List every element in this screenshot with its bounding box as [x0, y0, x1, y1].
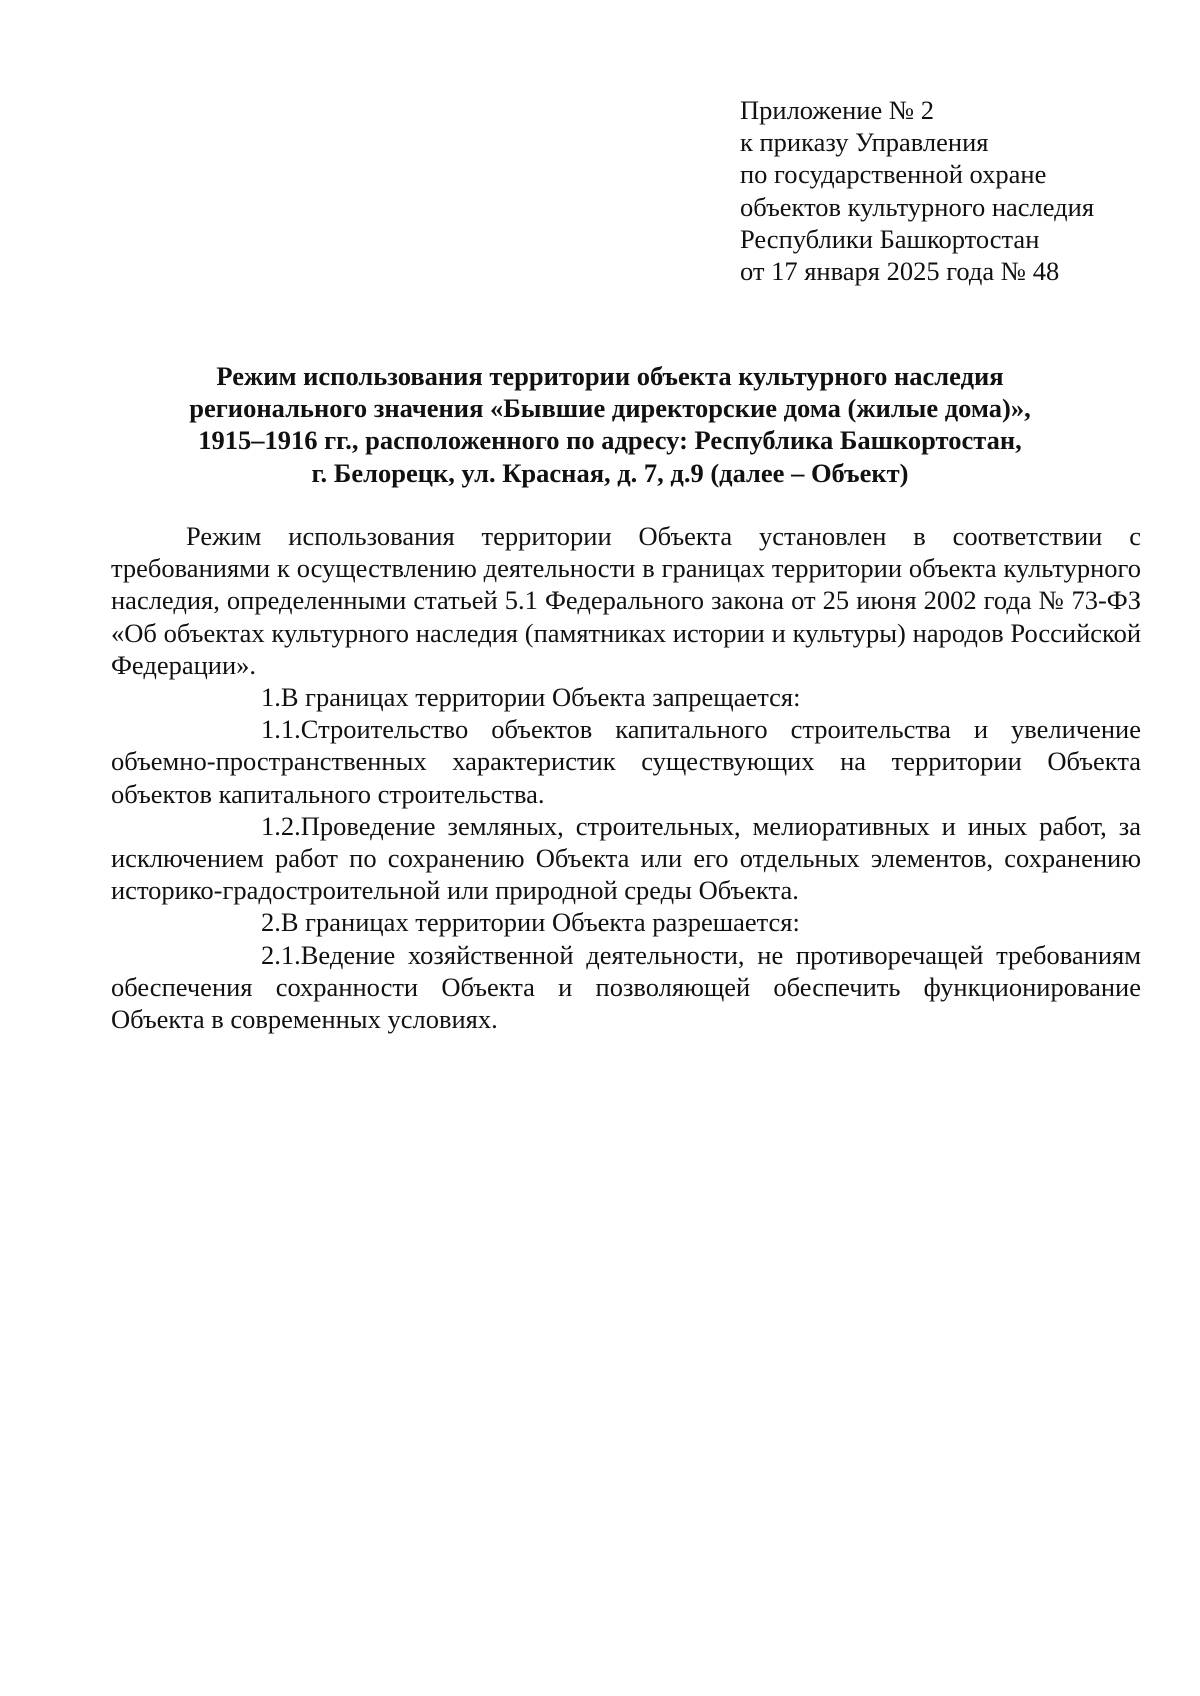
item-number: 1.2.	[261, 810, 301, 841]
appendix-header	[740, 94, 1160, 287]
item-number: 2.	[261, 907, 281, 938]
item-number: 2.1.	[261, 939, 301, 970]
title-line: регионального значения «Бывшие директорские дома (жилые дома)»,	[189, 393, 1031, 424]
title-line: Режим использования территории объекта культурного наследия	[216, 361, 1004, 391]
item-text: Проведение земляных, строительных, мелиоративных и иных работ, за исключением работ по сохранению Объекта или его отдельных элементов, сохранению историко-градостроительной или природной среды Объекта.	[111, 810, 1141, 906]
item-text: В границах территории Объекта разрешается:	[280, 907, 800, 938]
item-text: В границах территории Объекта запрещается:	[280, 682, 801, 713]
list-item	[111, 939, 1141, 1036]
appendix-date: от 17 января 2025 года № 48	[740, 256, 1060, 287]
item-text: Строительство объектов капитального строительства и увеличение объемно-пространственных характеристик существующих на территории Объекта объектов капитального строительства.	[111, 714, 1141, 809]
appendix-authority-line-3: Республики Башкортостан	[740, 223, 1040, 254]
list-item	[111, 681, 1141, 713]
list-item	[111, 713, 1141, 810]
document-title	[110, 360, 1110, 489]
list-item	[111, 810, 1141, 907]
intro-paragraph: Режим использования территории Объекта установлен в соответствии с требованиями к осуществлению деятельности в границах территории объекта культурного наследия, определенными статьей 5.1 Федерального закона от 25 июня 2002 года № 73-ФЗ «Об объектах культурного наследия (памятниках истории и культуры) народов Российской Федерации».	[111, 521, 1141, 680]
list-item	[111, 906, 1141, 938]
title-line: 1915–1916 гг., расположенного по адресу: Республика Башкортостан,	[198, 425, 1022, 456]
appendix-order-ref: к приказу Управления	[740, 127, 989, 158]
title-line: г. Белорецк, ул. Красная, д. 7, д.9 (далее – Объект)	[311, 457, 909, 488]
appendix-number: Приложение № 2	[740, 95, 935, 125]
item-text: Ведение хозяйственной деятельности, не противоречащей требованиям обеспечения сохранности Объекта и позволяющей обеспечить функционирование Объекта в современных условиях.	[111, 939, 1141, 1035]
appendix-authority-line-1: по государственной охране	[740, 159, 1047, 190]
item-number: 1.	[261, 682, 281, 713]
document-body	[111, 520, 1141, 1035]
item-number: 1.1.	[261, 714, 301, 745]
appendix-authority-line-2: объектов культурного наследия	[740, 191, 1095, 222]
